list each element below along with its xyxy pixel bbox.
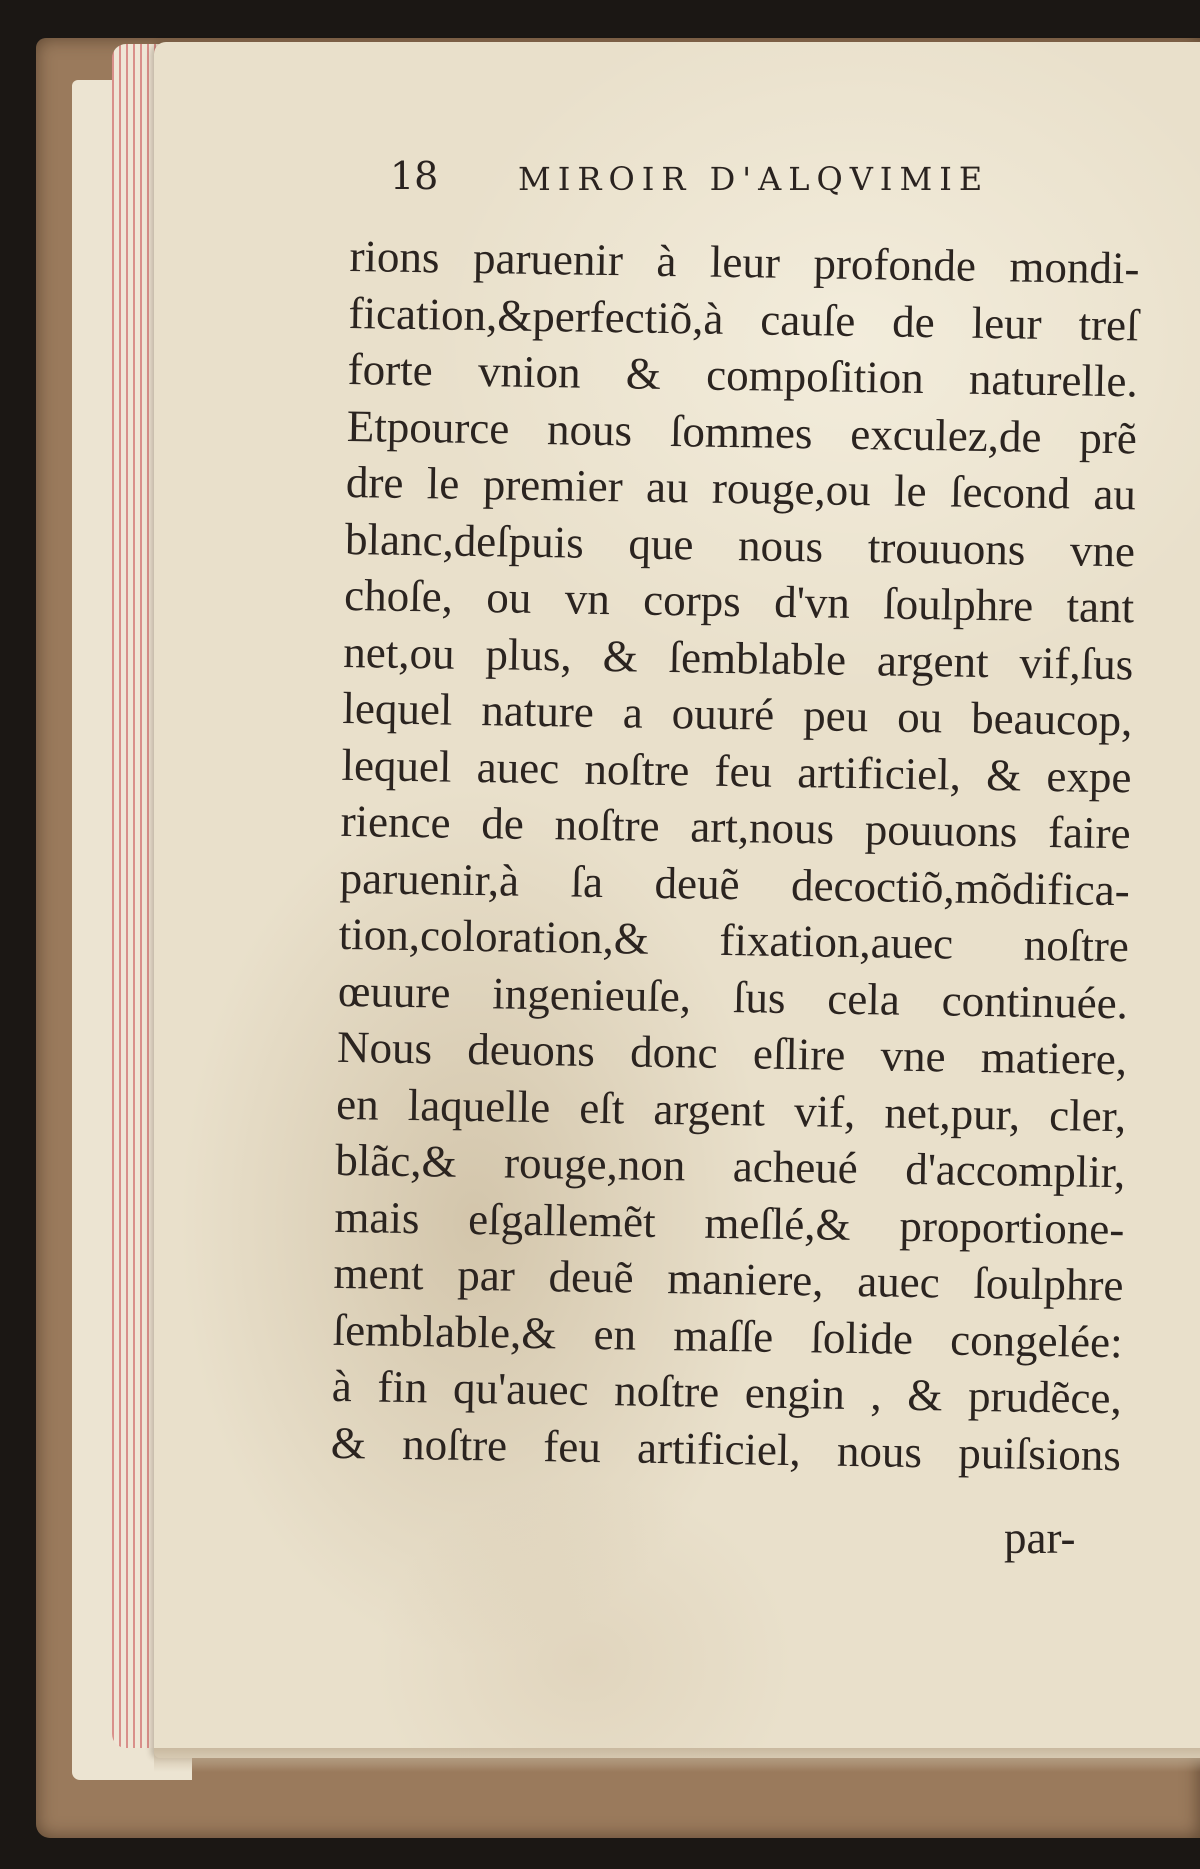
text-line: ment par deuẽ maniere, auec ſoulphre (333, 1247, 1124, 1311)
page-number: 18 (390, 154, 439, 198)
catchword: par- (1004, 1513, 1076, 1563)
text-line: rions paruenir à leur profonde mondi- (349, 230, 1140, 294)
text-line: paruenir,à ſa deuẽ decoctiõ,mõdifica- (339, 852, 1131, 915)
text-line: Nous deuons donc eſlire vne matiere, (336, 1021, 1128, 1085)
text-line: mais eſgallemẽt meſlé,& proportione- (334, 1191, 1125, 1254)
text-line: à fin qu'auec noſtre engin , & prudẽce, (331, 1360, 1123, 1424)
text-line: en laquelle eſt argent vif, net,pur, cler, (335, 1078, 1127, 1141)
text-line: blãc,& rouge,non acheué d'accomplir, (334, 1134, 1126, 1198)
text-line: ſemblable,& en maſſe ſolide congelée: (332, 1304, 1123, 1367)
page-bottom-edge (154, 1748, 1200, 1772)
text-line: net,ou plus, & ſemblable argent vif,ſus (342, 626, 1134, 689)
text-line: tion,coloration,& fixation,auec noſtre (338, 908, 1130, 972)
running-title: MIROIR D'ALQVIMIE (518, 160, 990, 198)
text-line: & noſtre feu artificiel, nous puiſsions (330, 1417, 1122, 1480)
text-block (330, 228, 1149, 1483)
text-line: rience de noſtre art,nous pouuons faire (340, 795, 1131, 859)
text-line: lequel auec noſtre feu artificiel, & expe (341, 739, 1132, 802)
text-line: forte vnion & compoſition naturelle. (347, 343, 1139, 407)
text-line: lequel nature a ouuré peu ou beaucop, (342, 682, 1133, 746)
text-line: Etpource nous ſommes exculez,de prẽ (346, 400, 1138, 463)
text-line: dre le premier au rouge,ou le ſecond au (345, 456, 1137, 520)
text-line: fication,&perfectiõ,à cauſe de leur treſ (348, 287, 1139, 350)
text-line: blanc,deſpuis que nous trouuons vne (344, 513, 1136, 576)
text-line: choſe, ou vn corps d'vn ſoulphre tant (343, 569, 1135, 633)
running-head (390, 146, 1090, 216)
text-line: œuure ingenieuſe, ſus cela continuée. (337, 965, 1129, 1028)
